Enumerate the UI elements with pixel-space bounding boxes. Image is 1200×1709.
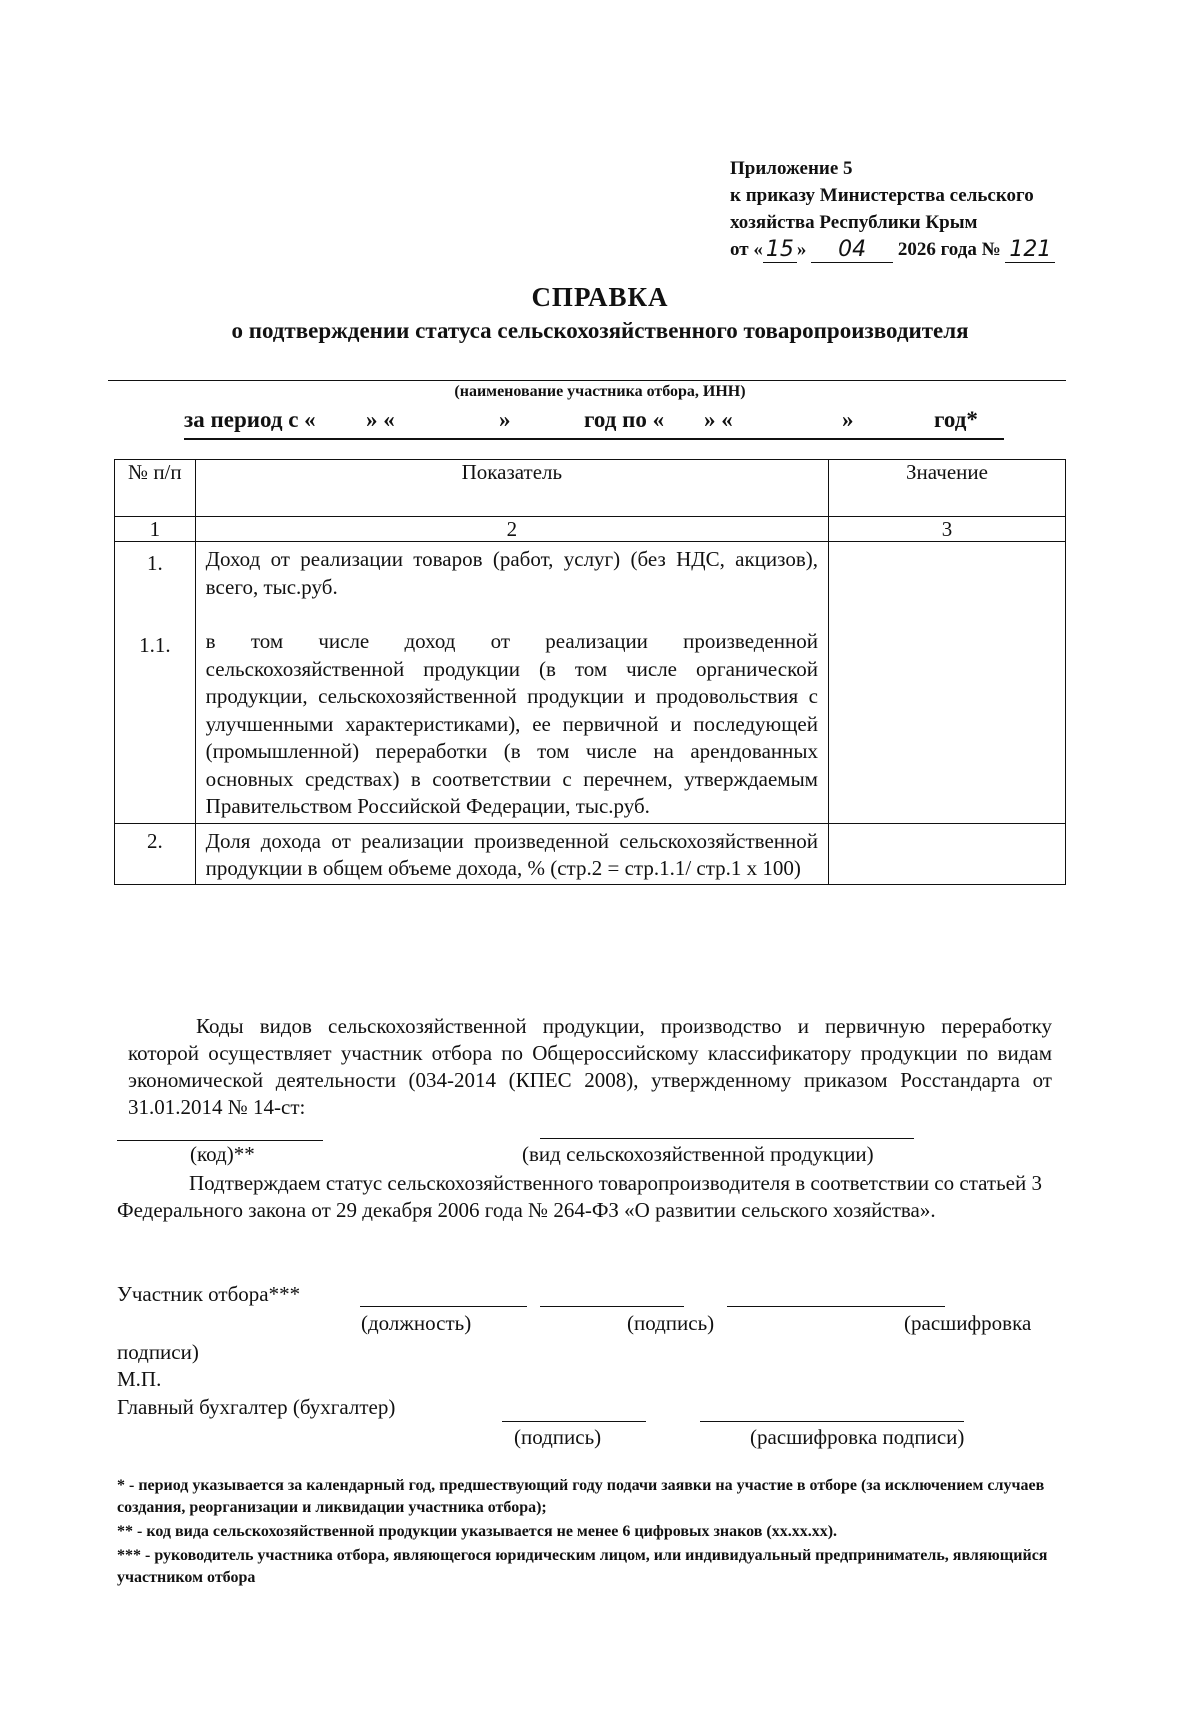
indicators-table <box>114 459 1066 885</box>
col-number-1: 1 <box>115 517 196 542</box>
period-line <box>184 404 1004 440</box>
date-month: 04 <box>811 236 893 263</box>
period-to-sep: » « <box>704 407 733 432</box>
header-indicator: Показатель <box>195 460 828 517</box>
row-text-2: Доля дохода от реализации произведенной сельскохозяйственной продукции в общем объеме дохода, % (стр.2 = стр.1.1/ стр.1 х 100) <box>205 828 818 880</box>
position-line <box>360 1306 527 1307</box>
acc-signature-line <box>502 1421 646 1422</box>
date-day: 15 <box>763 236 797 263</box>
codes-paragraph: Коды видов сельскохозяйственной продукции, производство и первичную переработку которой осуществляет участник отбора по Общероссийскому классификатору продукции по видам экономической деятельности (034-2014 (КПЕС 2008), утвержденному приказом Росстандарта от 31.01.2014 № 14-ст: <box>128 1014 1052 1119</box>
acc-decoding-label: (расшифровка подписи) <box>750 1425 965 1449</box>
header-value: Значение <box>828 460 1065 517</box>
row-text-1-1: в том числе доход от реализации произведенной сельскохозяйственной продукции (в том числе органической продукции, сельскохозяйственной продукции и продовольствия с улучшенными характеристиками), ее первичной и последующей (промышленной) переработки (в том числе на арендованных основных средствах) в соответствии с перечнем, утверждаемым Правительством Российской Федерации, тыс.руб. <box>205 629 818 818</box>
appendix-line-2: к приказу Министерства сельского <box>730 185 1034 206</box>
appendix-line-3: хозяйства Республики Крым <box>730 212 978 233</box>
appendix-block <box>730 155 1055 263</box>
footnote-2: ** - код вида сельскохозяйственной продукции указывается не менее 6 цифровых знаков (хх.хх.хх). <box>117 1523 838 1540</box>
table-row <box>115 823 1066 884</box>
appendix-date-line <box>730 236 1055 263</box>
signature-label: (подпись) <box>627 1311 715 1335</box>
col-number-2: 2 <box>195 517 828 542</box>
accountant-label: Главный бухгалтер (бухгалтер) <box>117 1395 396 1419</box>
appendix-line-1: Приложение 5 <box>730 158 853 179</box>
period-from-close: » <box>499 407 511 432</box>
period-to-close: » <box>842 407 854 432</box>
date-prefix: от « <box>730 239 763 260</box>
stamp-label: М.П. <box>117 1367 162 1391</box>
position-label: (должность) <box>361 1311 472 1335</box>
column-number-row <box>115 517 1066 542</box>
row-value-2[interactable] <box>828 823 1065 884</box>
decoding-line <box>727 1306 945 1307</box>
code-label: (код)** <box>190 1142 255 1166</box>
participant-label: Участник отбора*** <box>117 1282 301 1306</box>
confirm-paragraph: Подтверждаем статус сельскохозяйственного товаропроизводителя в соответствии со статьей 3 Федерального закона от 29 декабря 2006 года № 264-ФЗ «О развитии сельского хозяйства». <box>117 1171 1042 1222</box>
col-number-3: 3 <box>828 517 1065 542</box>
table-header-row <box>115 460 1066 517</box>
row-num-1-1: 1.1. <box>139 633 171 657</box>
period-to-label: год по « <box>584 407 665 432</box>
table-row <box>115 542 1066 824</box>
document-title: СПРАВКА <box>531 282 669 312</box>
acc-decoding-line <box>700 1421 964 1422</box>
signature-line <box>540 1306 684 1307</box>
decoding-label-cont: подписи) <box>117 1340 199 1364</box>
row-value-1[interactable] <box>828 542 1065 824</box>
kind-line <box>540 1138 914 1139</box>
footnote-1: * - период указывается за календарный год, предшествующий году подачи заявки на участие в отборе (за исключением случаев создания, реорганизации и ликвидации участника отбора); <box>117 1477 1045 1516</box>
code-line <box>117 1140 323 1141</box>
participant-caption: (наименование участника отбора, ИНН) <box>454 383 746 400</box>
decoding-label: (расшифровка <box>904 1311 1032 1335</box>
order-number: 121 <box>1005 236 1055 263</box>
acc-signature-label: (подпись) <box>514 1425 602 1449</box>
row-text-1: Доход от реализации товаров (работ, услуг) (без НДС, акцизов), всего, тыс.руб. <box>205 547 818 599</box>
header-num: № п/п <box>115 460 196 517</box>
row-num-1: 1. <box>146 551 163 575</box>
document-subtitle: о подтверждении статуса сельскохозяйственного товаропроизводителя <box>231 318 969 343</box>
date-day-close: » <box>796 239 807 260</box>
footnote-3: *** - руководитель участника отбора, являющегося юридическим лицом, или индивидуальный предприниматель, являющийся участником отбора <box>117 1547 1048 1586</box>
period-from-label: за период с « <box>184 407 316 432</box>
date-year-text: 2026 года № <box>897 239 1001 260</box>
period-year-label: год* <box>934 407 978 432</box>
participant-name-line <box>108 380 1066 381</box>
kind-label: (вид сельскохозяйственной продукции) <box>522 1142 874 1166</box>
period-from-sep: » « <box>366 407 395 432</box>
row-num-2: 2. <box>115 823 196 884</box>
